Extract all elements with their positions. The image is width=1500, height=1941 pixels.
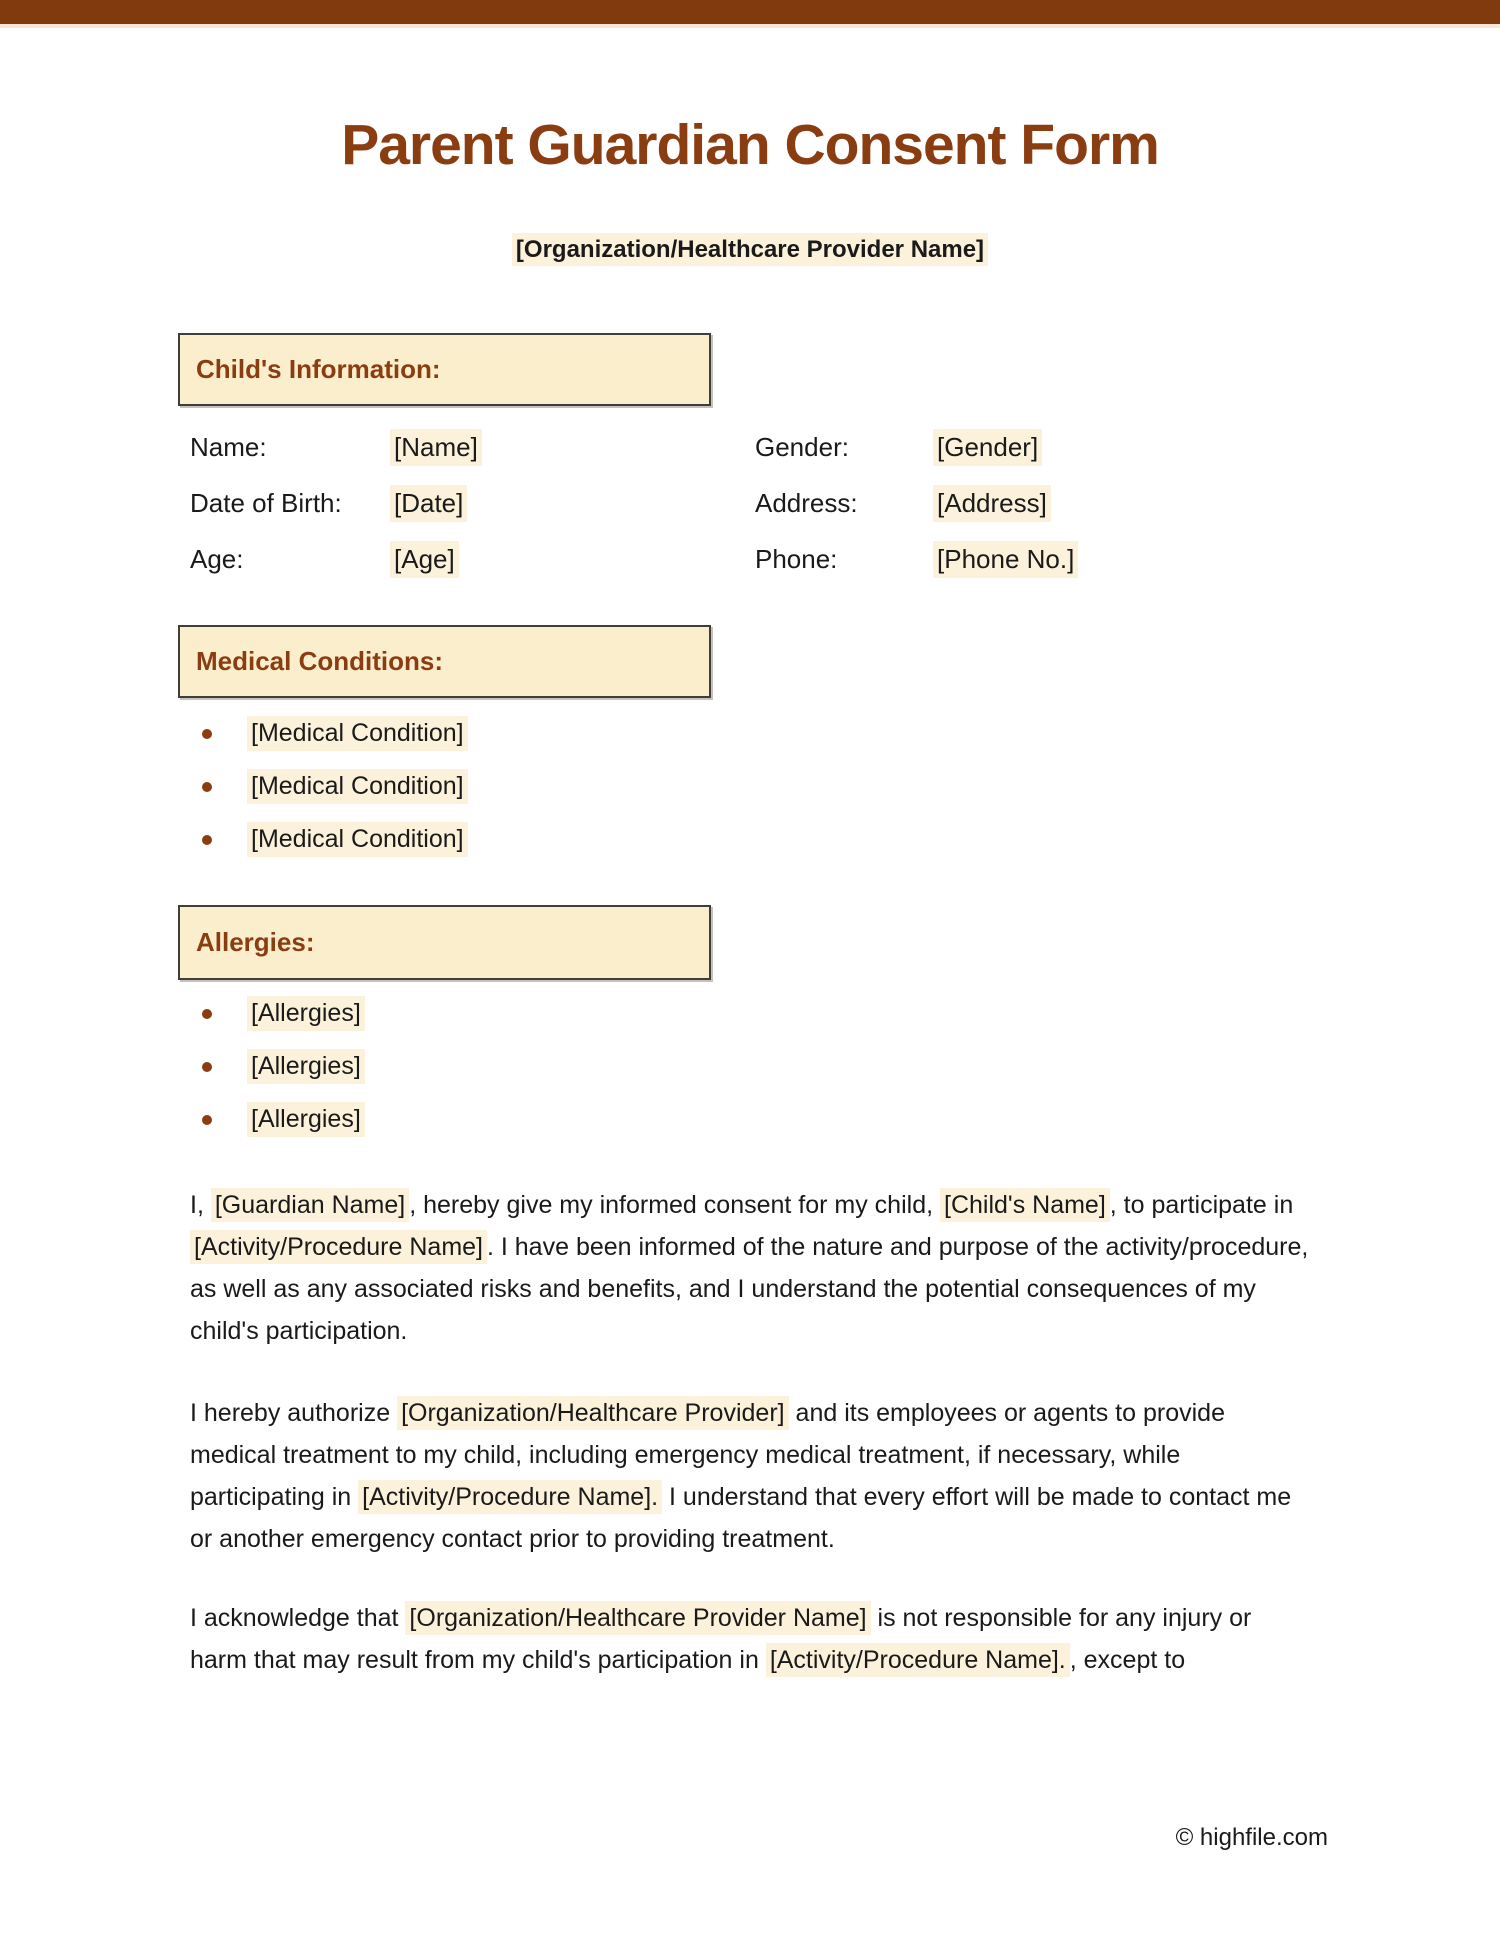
bullet-icon (202, 782, 212, 792)
medical-conditions-list (190, 707, 468, 866)
paragraph-text: I understand that every effort will be made to contact me or another emergency contact prior to providing treatment. (190, 1483, 1292, 1553)
top-accent-stripe (0, 24, 1500, 28)
section-header-label: Medical Conditions: (196, 646, 443, 676)
footer-copyright: © highfile.com (1175, 1824, 1328, 1851)
field-value-age: [Age] (390, 531, 755, 587)
bullet-icon (202, 729, 212, 739)
field-label-date-of-birth: Date of Birth: (190, 487, 342, 518)
list-item-medical-condition (190, 760, 468, 813)
placeholder-highlight: [Guardian Name] (211, 1188, 409, 1222)
top-accent-bar (0, 0, 1500, 24)
paragraph-text: , to participate in (1109, 1191, 1294, 1219)
bullet-icon (202, 1009, 212, 1019)
placeholder-highlight: [Organization/Healthcare Provider Name] (405, 1601, 870, 1635)
consent-paragraph-3 (190, 1597, 1315, 1681)
placeholder-highlight: [Activity/Procedure Name]. (766, 1643, 1070, 1677)
list-item-allergy (190, 987, 365, 1040)
section-header-medical-conditions (178, 625, 711, 698)
paragraph-text: I hereby authorize (190, 1399, 398, 1427)
field-value-name: [Name] (390, 419, 755, 475)
field-value-gender: [Gender] (933, 419, 1078, 475)
list-item-allergy (190, 1093, 365, 1146)
field-label-address: Address: (755, 487, 858, 518)
paragraph-text: , hereby give my informed consent for my child, (409, 1191, 940, 1219)
allergy-placeholder: [Allergies] (247, 1049, 365, 1084)
medical-condition-placeholder: [Medical Condition] (247, 822, 468, 857)
list-item-medical-condition (190, 813, 468, 866)
paragraph-text: . I have been informed of the nature and purpose of the activity/procedure, as well as any associated risks and benefits, and I understand the potential consequences of my child's participation. (190, 1233, 1309, 1345)
placeholder-highlight: [Organization/Healthcare Provider] (397, 1396, 789, 1430)
section-header-childs-information (178, 333, 711, 406)
list-item-allergy (190, 1040, 365, 1093)
paragraph-text: I acknowledge that (190, 1604, 406, 1632)
medical-condition-placeholder: [Medical Condition] (247, 769, 468, 804)
section-header-allergies (178, 905, 711, 980)
field-value-date-of-birth: [Date] (390, 475, 755, 531)
allergies-list (190, 987, 365, 1146)
section-header-label: Allergies: (196, 927, 315, 957)
allergy-placeholder: [Allergies] (247, 996, 365, 1031)
paragraph-text: and its employees or agents to provide medical treatment to my child, including emergency medical treatment, if necessary, while participating in (190, 1399, 1225, 1511)
field-value-address: [Address] (933, 475, 1078, 531)
field-label-phone: Phone: (755, 543, 838, 574)
field-label-name: Name: (190, 431, 267, 462)
list-item-medical-condition (190, 707, 468, 760)
paragraph-text: , except to (1069, 1646, 1186, 1674)
allergy-placeholder: [Allergies] (247, 1102, 365, 1137)
child-info-fields (190, 419, 1078, 587)
paragraph-text: is not responsible for any injury or harm that may result from my child's participation in (190, 1604, 1252, 1674)
consent-paragraph-1 (190, 1184, 1315, 1352)
bullet-icon (202, 1062, 212, 1072)
bullet-icon (202, 1115, 212, 1125)
field-value-phone: [Phone No.] (933, 531, 1078, 587)
bullet-icon (202, 835, 212, 845)
section-header-label: Child's Information: (196, 354, 441, 384)
page-title: Parent Guardian Consent Form (341, 113, 1159, 177)
placeholder-highlight: [Child's Name] (940, 1188, 1110, 1222)
consent-paragraph-2 (190, 1392, 1315, 1560)
paragraph-text: I, (190, 1191, 211, 1219)
organization-name-line (0, 236, 1500, 264)
organization-name-placeholder: [Organization/Healthcare Provider Name] (512, 233, 988, 266)
placeholder-highlight: [Activity/Procedure Name] (190, 1230, 487, 1264)
field-label-age: Age: (190, 543, 244, 574)
field-label-gender: Gender: (755, 431, 849, 462)
placeholder-highlight: [Activity/Procedure Name]. (358, 1480, 662, 1514)
medical-condition-placeholder: [Medical Condition] (247, 716, 468, 751)
